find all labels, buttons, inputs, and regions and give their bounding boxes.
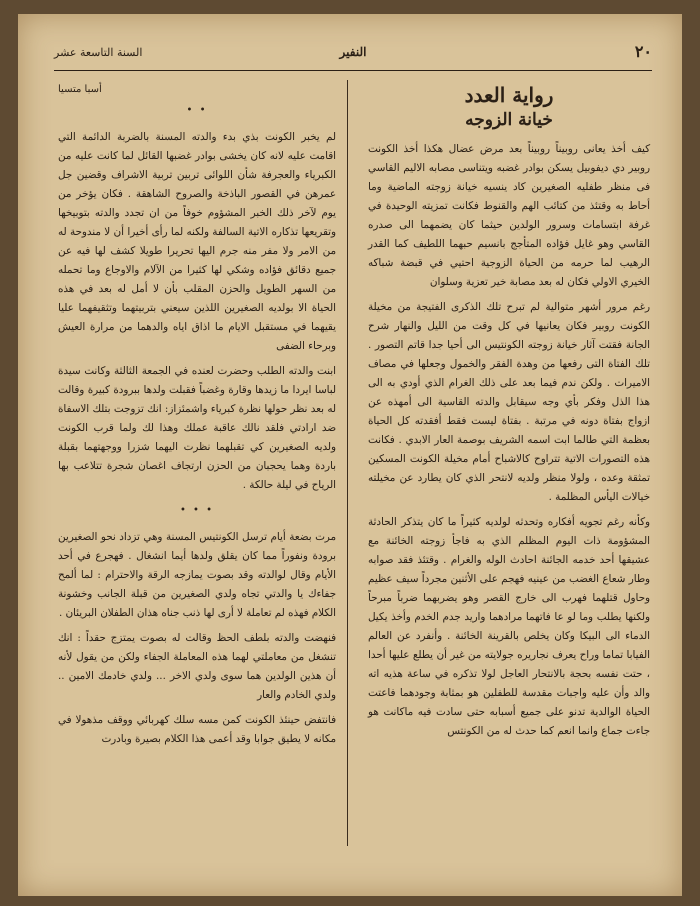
column-divider (347, 80, 348, 846)
paragraph: فنهضت والدته بلطف الحظ وقالت له بصوت يمتزج حقداً : انك تنشغل من معاملتي لهما هذه المعاملة الجفاء ولكن من يقول لأنه أن هذين الولدين هما سوى ولدي الاخر ... ولدي خادمك الامين .. ولدي الخادم والعار (58, 632, 336, 701)
separator-stars: • • (186, 105, 208, 116)
column-caption: أسبا متسيا (58, 84, 102, 95)
paragraph: فانتفض حينئذ الكونت كمن مسه سلك كهربائي ووقف مذهولا في مكانه لا يطيق جوابا وقد أعمى هذا الكلام بصيرة وبادرت (58, 714, 336, 745)
paragraph: لم يخبر الكونت بذي بدء والدته المسنة بالضربة الدائمة التي اقامت عليه لانه كان يخشى بوادر غضبها القائل لما كانت عليه من الكبرياء والعجرفة شأن اللوائى تربين تربية الاشراف وقضين جل عمرهن في القصور الباذخة والصروح الشاهقة . فكان يؤخر من يوم لآخر ذلك الخبر المشؤوم خوفاً من ان تجدد والدته بتوبيخها وتقريعها تذكاره الاتية السالفة ولكنه لما رأى أخيرا أن لا مندوحة له من الامر ولا مفر منه جرم اليها تحريرا طويلا كشف لها فيه عن جميع دقائق فؤاده وشكي لها كثيرا من الآلام والاوجاع وما تحمله من السهر الطويل والحزن المقلب بأن لا أمل له بعد في هذه الحياة الا بولديه الصغيرين اللذين سيعني بتربيتهما وتثقيفهما عليا يقيهما في مستقبل الايام ما اذاق اياه والدهما من مرارة العيش وبرحاء الضفى (58, 131, 336, 352)
newspaper-page (18, 14, 682, 896)
section-title: رواية العدد (464, 83, 554, 107)
paragraph: مرت بضعة أيام ترسل الكونتيس المسنة وهي تزداد نحو الصغيرين برودة ونفوراً مما كان يقلق ولدها أيما انشغال . فهجرع في أحد الأيام وقال لوالدته وقد بصوت يمازجه الرقة والاحترام : لما ألمح جفاءك يا والدتي تجاه ولدي الصغيرين من قبلة الجانب وخشونة الكلام فهذه لم تعاملة لا أرى لها ذنب جناه هذان الطفلان البريئان . (58, 531, 336, 619)
story-title: خيانة الزوجه (465, 110, 553, 130)
right-column (368, 80, 650, 747)
paragraph: رغم مرور أشهر متوالية لم تبرح تلك الذكرى الفتيجة من مخيلة الكونت روبير فكان يعانيها في كل وقت من الليل والنهار شرح الجانة فقتت آثار خيانة زوجته الكونتيس الى أحيا جدا قاتم التصور . تلك الفتاة التى رفعها من وهدة الفقر والخمول وجعلها في مصاف الاميرات . ولكن ندم فيما بعد على ذلك الغرام الذي أودي به الى هذا الذل وفكر بأي وجه سيقابل والدته القاسية الى أمهذه عن ازواج بفتاة دونه في مرتبة . بفتاة ليست فقط أفقدته كل الحياة بعظمة التي طالما ابت اسمه الشريف بوصمة العار الابدي . فكانت هذه التصورات الاتية تتراوح كالاشباح أمام مخيلة الكونت المسكين تمثقة وعده ، ولولا منظر ولديه لانتحر الذي كان يطارد عن مخيلته خيالات اليأس المظلمة . (368, 301, 650, 503)
page-header (54, 42, 652, 68)
left-column (58, 80, 336, 755)
header-rule (54, 70, 652, 71)
page-number: ٢٠ (634, 42, 652, 61)
paragraph: وكأنه رغم تجويه أفكاره وتحدثه لولديه كثيراً ما كان يتذكر الحادثة المشؤومة ذات اليوم المظلم الذي به فاجأ زوجته الخائنة مع عشيقها أحد خدمه الجائنة احادث الوله والغرام . وقتئذ فقد صوابه وطار شعاع الغضب من عينيه فهجم على الأثنين مجرداً سيف عظيم وحاول قتلهما فهرب الى خارج القصر وهو يضربهما ضرباً مبرحاً ولكنها يطلب وما لو عا فاتهما مرادهما واريد جدم الخدم وأخذ يكيل الدماء الى البيكا وكان يخلص بالقرينة الخائنة . وأنفرد عن العالم الفيابا تماما وراح يعرف نجاريره جولايته من غير أن يطلع عليها أحدا ، حتت نفسه بحجة بالانتحار العاجل لولا تذكره في ساعة هذيه اته والد وأن عليه واجبات مقدسة للطفلين هو بمثابة وجودهما فاعتت الحياة الوالدية تدنو على جميع أسبابه حتى سادت فيه ماكانت هو جاءت جماع وانما انعم كما حدث له من الكونتس (368, 516, 650, 737)
separator-stars: • • • (179, 505, 215, 516)
paragraph: كيف أخذ يعانى روبيناً روبيناً بعد مرض عضال هكذا أخذ الكونت روبير دي ديفوبيل يسكن بوادر غضبه ويتناسى مصابه الاليم القاسي فى منظر طفليه الصغيرين كاد ينسيه خيانة زوجته الماضية وما أحاط به وقتئذ من كتائب الهم والقنوط فكانت تمزيته الوحيدة في غرفة ابتسامات وسرور الولدين حيثما كان يضمهما الى صدره القاسي وهو غايل فؤاده المتأجج بانسيم حبهما اللطيف كما القدر الرهيب لما حرمه من الحياة الزوجية احتيي في قبضة شباكه الخيري الاولي فكان له بعد مصابة خير تعزية وسلوان (368, 143, 650, 288)
volume-year: السنة التاسعة عشر (54, 46, 143, 59)
journal-name: النفير (339, 45, 367, 59)
paragraph: ابنت والدته الطلب وحضرت لعنده في الجمعة الثالثة وكانت سيدة لباسا ايردا ما زيدها وقارة وغضباً فقبلت ولدها ببرودة كبيرة وقالت له بعد نظر حولها نظرة كبرياء واشمئزاز: انك تزوجت بتلك الاسفاة ضد ارادتي فلقد نالك عاقبة عملك وهذا لك ولما قرب الكونت ولديه الصغيرين كي تقبلهما نظرت اليهما شزرا ووجهتهما بقبلة باردة وهما يحجبان من الحزن ارتجاف اغصان شجرة تتلاعب بها الرياح في ليلة حالكة . (58, 365, 336, 491)
